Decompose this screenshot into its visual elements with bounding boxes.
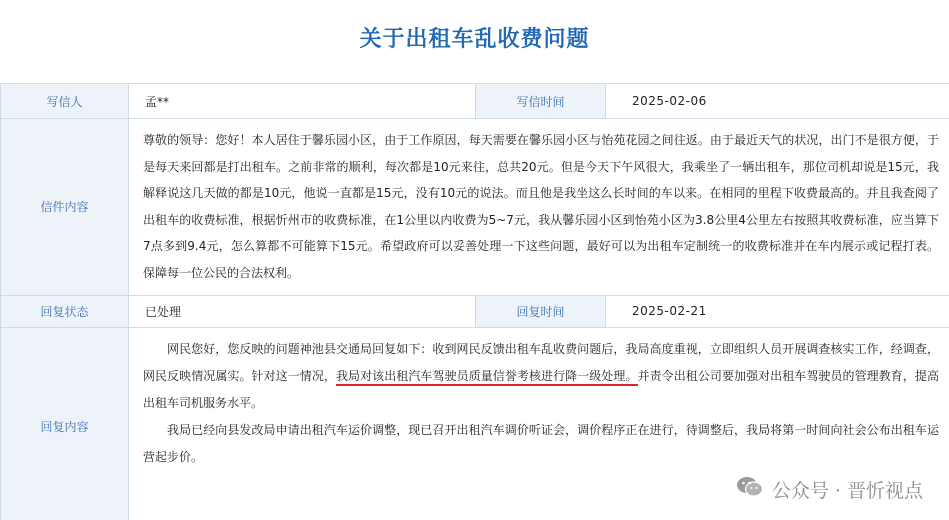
row-writer (1, 84, 949, 119)
watermark (736, 475, 923, 504)
reply-paragraph-1 (143, 336, 939, 417)
writer-value: 孟** (129, 84, 476, 119)
page-title: 关于出租车乱收费问题 (359, 27, 590, 52)
write-time-value: 2025-02-06 (606, 84, 949, 119)
reply-time-label: 回复时间 (476, 295, 606, 327)
write-time-label: 写信时间 (476, 84, 606, 119)
reply-content-label: 回复内容 (1, 327, 129, 520)
reply-p1-end: 并责令出租公司要加强对出租车驾驶员的管理教育，提高出租车司机服务水平。 (143, 368, 939, 410)
reply-status-value: 已处理 (129, 295, 476, 327)
reply-p1-start: 网民您好，您反映的问题神池县交通局回复如下：收到网民反馈出租车乱收费问题后，我局高度重视，立即组织人员开展调查核实工作，经调查，网民反映情况属实。针对这一情况， (143, 341, 939, 383)
row-letter (1, 119, 949, 296)
watermark-text: 公众号 · 晋忻视点 (771, 480, 923, 502)
reply-paragraph-2: 我局已经向县发改局申请出租汽车运价调整，现已召开出租汽车调价听证会，调价程序正在进行，待调整后，我局将第一时间向社会公布出租车运营起步价。 (143, 422, 939, 464)
writer-label: 写信人 (1, 84, 129, 119)
reply-time-value: 2025-02-21 (606, 295, 949, 327)
row-status (1, 295, 949, 327)
letter-content-label: 信件内容 (1, 119, 129, 296)
reply-status-label: 回复状态 (1, 295, 129, 327)
letter-content-text: 尊敬的领导：您好！本人居住于馨乐园小区，由于工作原因，每天需要在馨乐园小区与怡苑花园之间往返。由于最近天气的状况，出门不是很方便，于是每天来回都是打出租车。之前非常的顺利，每次都是10元来往，总共20元。但是今天下午风很大，我乘坐了一辆出租车，那位司机却说是15元，我解释说这几天做的都是10元，他说一直都是15元，没有10元的说法。而且他是我坐这么长时间的车以来。在相同的里程下收费最高的。并且我查阅了出租车的收费标准，根据忻州市的收费标准，在1公里以内收费为5~7元，我从馨乐园小区到怡苑小区为3.8公里4公里左右按照其收费标准，应当算下7点多到9.4元，怎么算都不可能算下15元。希望政府可以妥善处理一下这些问题，最好可以为出租车定制统一的收费标准并在车内展示或记程打表。保障每一位公民的合法权利。 (129, 119, 949, 296)
reply-highlighted-text: 我局对该出租汽车驾驶员质量信誉考核进行降一级处理。 (336, 369, 638, 386)
wechat-icon (736, 475, 764, 504)
letter-table (0, 83, 949, 520)
